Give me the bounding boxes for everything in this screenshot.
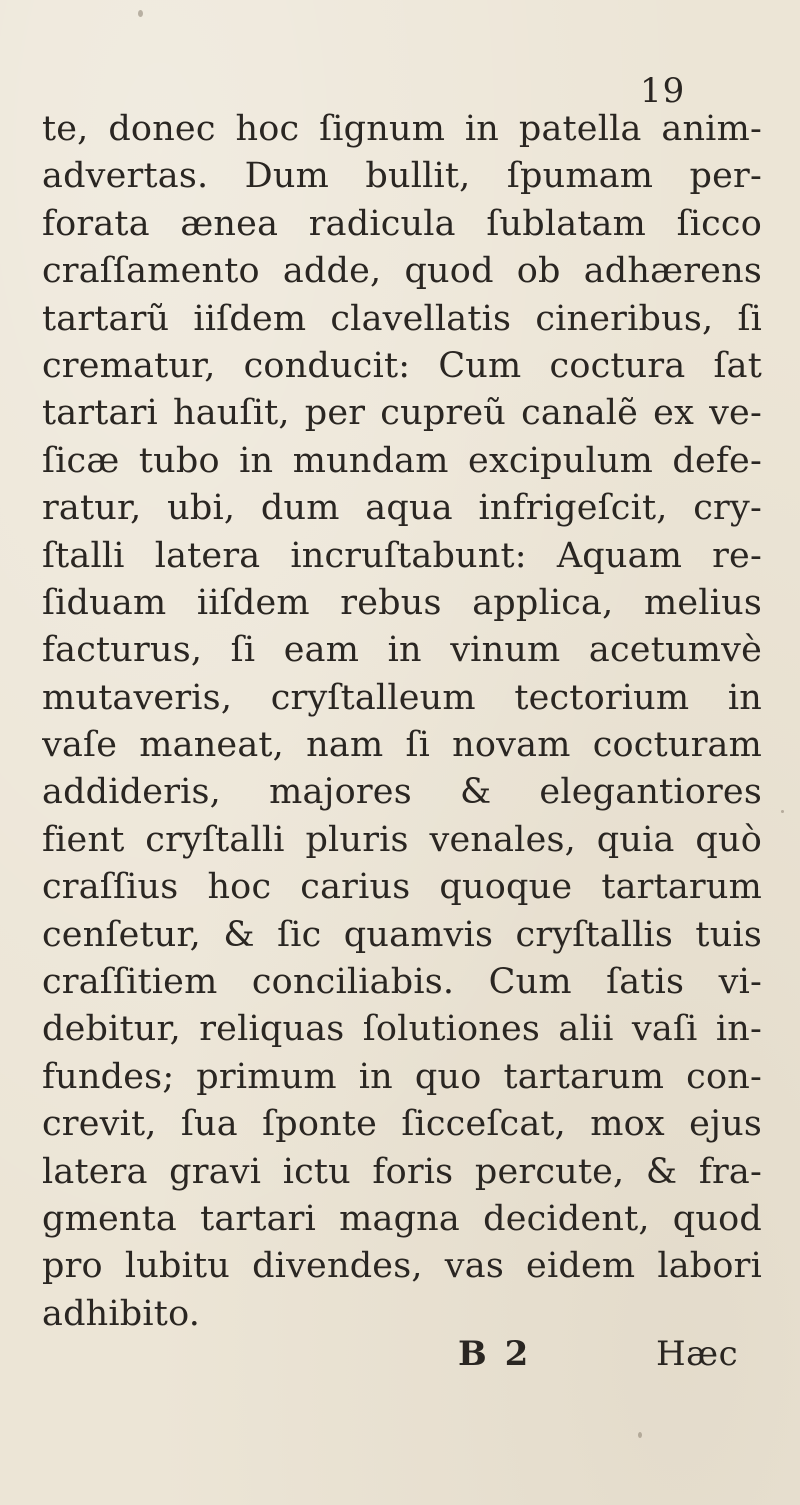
text-line: latera gravi ictu foris percute, & fra- <box>42 1151 762 1192</box>
page-number: 19 <box>640 71 686 111</box>
text-line: tartarũ iiſdem clavellatis cineribus, ſi <box>42 298 762 339</box>
text-line: craſſius hoc carius quoque tartarum <box>42 867 762 908</box>
text-line: crevit, ſua ſponte ſicceſcat, mox ejus <box>42 1104 762 1145</box>
text-line: vaſe maneat, nam ſi novam cocturam <box>42 725 762 766</box>
text-line: addideris, majores & elegantiores <box>42 772 762 813</box>
text-line: facturus, ſi eam in vinum acetumvè <box>42 630 762 671</box>
text-line: crematur, conducit: Cum coctura ſat <box>42 345 762 386</box>
text-line: advertas. Dum bullit, ſpumam per- <box>42 156 762 197</box>
text-line: forata ænea radicula ſublatam ſicco <box>42 203 762 244</box>
paper-speck <box>781 810 784 813</box>
text-line: mutaveris, cryſtalleum tectorium in <box>42 677 762 718</box>
text-line: pro lubitu divendes, vas eidem labori <box>42 1246 762 1287</box>
text-line: tartari hauſit, per cupreũ canalẽ ex ve- <box>42 393 762 434</box>
text-line: gmenta tartari magna decident, quod <box>42 1198 762 1239</box>
text-line: te, donec hoc ſignum in patella anim- <box>42 109 762 149</box>
paper-speck <box>138 10 143 17</box>
catchword: Hæc <box>656 1334 739 1374</box>
text-line: ratur, ubi, dum aqua infrigeſcit, cry- <box>42 488 762 529</box>
text-line: cenſetur, & ſic quamvis cryſtallis tuis <box>42 914 762 955</box>
text-line: craſſamento adde, quod ob adhærens <box>42 251 762 292</box>
text-line: debitur, reliquas ſolutiones alii vaſi in- <box>42 1009 762 1050</box>
text-line: adhibito. <box>42 1293 201 1334</box>
signature-mark: B 2 <box>458 1334 532 1374</box>
text-line: ſtalli latera incruſtabunt: Aquam re- <box>42 535 762 576</box>
text-line: fient cryſtalli pluris venales, quia quò <box>42 819 762 860</box>
body-text <box>42 106 762 1338</box>
text-line: craſſitiem conciliabis. Cum ſatis vi- <box>42 962 762 1003</box>
text-line: fundes; primum in quo tartarum con- <box>42 1056 762 1097</box>
text-line: ſiduam iiſdem rebus applica, melius <box>42 582 762 623</box>
text-line: ſicæ tubo in mundam excipulum defe- <box>42 440 762 481</box>
paper-speck <box>638 1432 642 1438</box>
